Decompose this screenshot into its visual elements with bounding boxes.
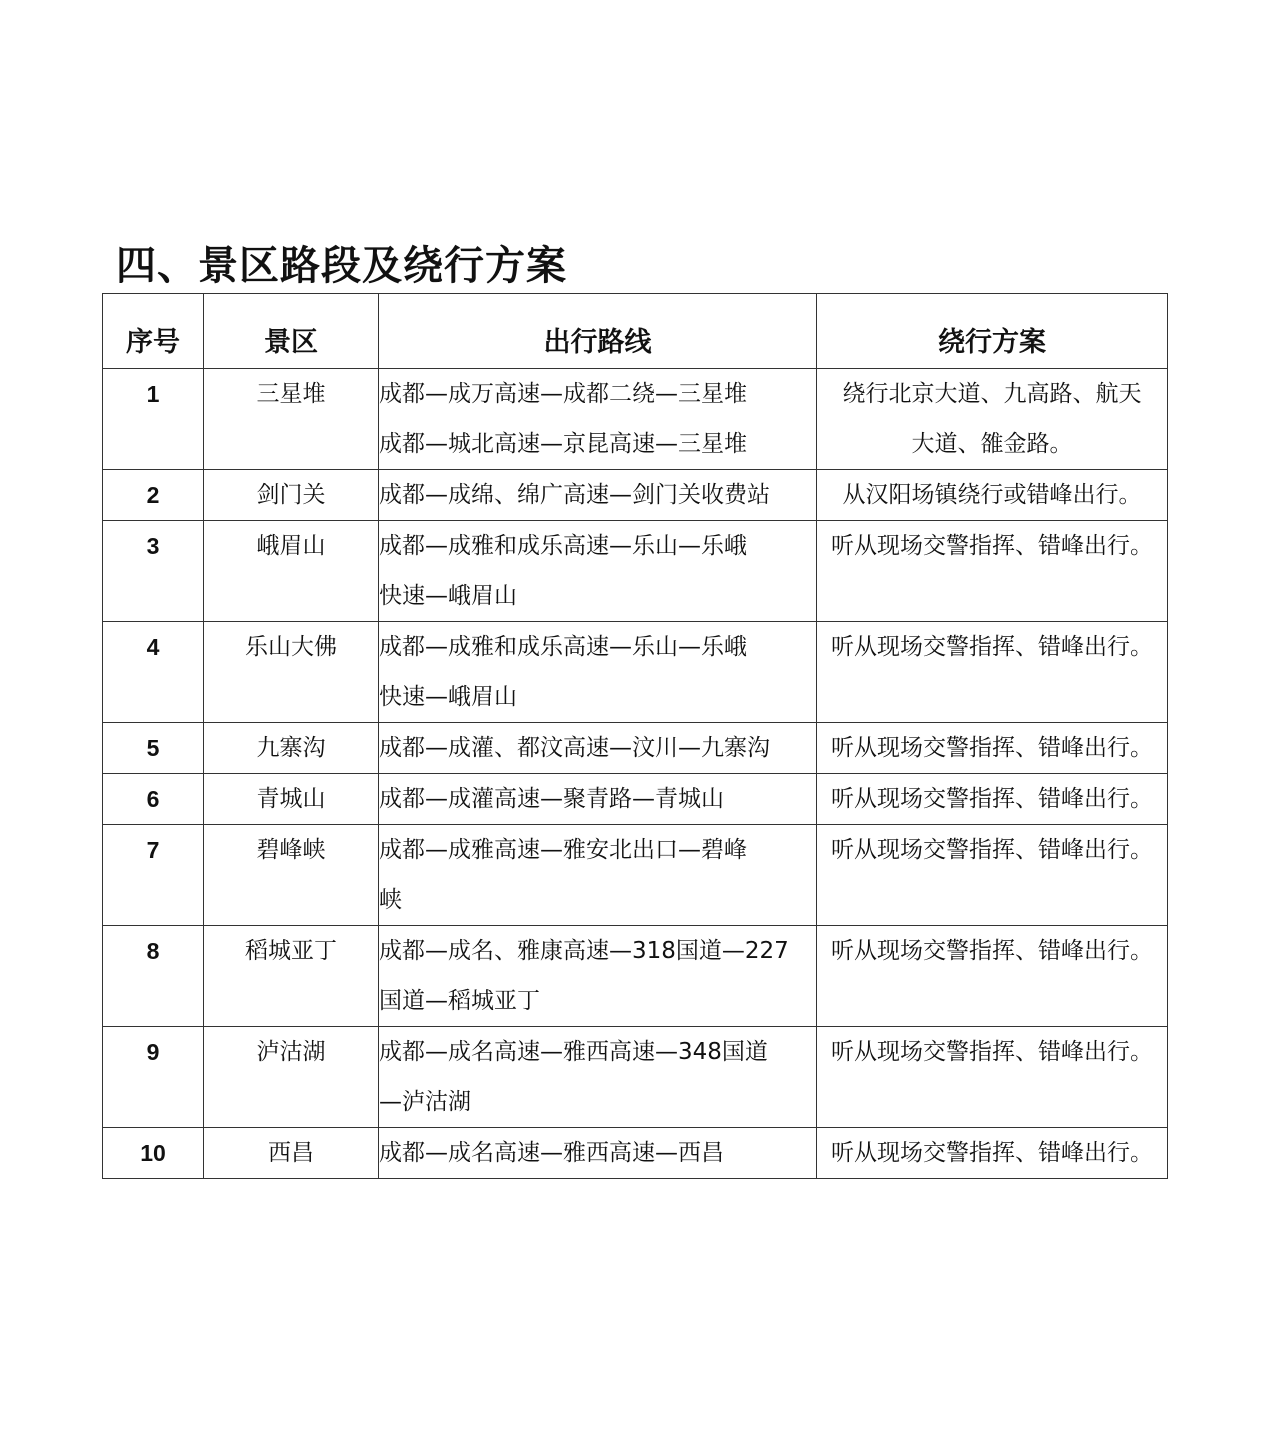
detour-plan-line: 绕行北京大道、九高路、航天 bbox=[842, 381, 1142, 407]
table-row bbox=[103, 825, 1168, 926]
row-number: 7 bbox=[103, 825, 204, 926]
detour-plan-line: 听从现场交警指挥、错峰出行。 bbox=[831, 1140, 1153, 1166]
table-body bbox=[103, 369, 1168, 1179]
detour-plan bbox=[817, 622, 1168, 723]
scenic-area-name: 剑门关 bbox=[204, 470, 379, 521]
header-detour: 绕行方案 bbox=[817, 294, 1168, 369]
travel-route-line: 成都—成灌高速—聚青路—青城山 bbox=[379, 786, 724, 812]
table-row bbox=[103, 1128, 1168, 1179]
scenic-area-name: 稻城亚丁 bbox=[204, 926, 379, 1027]
table-row bbox=[103, 622, 1168, 723]
travel-route-line: 峡 bbox=[379, 887, 402, 913]
travel-route bbox=[379, 521, 817, 622]
row-number: 1 bbox=[103, 369, 204, 470]
detour-plan bbox=[817, 521, 1168, 622]
detour-plan bbox=[817, 774, 1168, 825]
travel-route-line: 成都—成名高速—雅西高速—西昌 bbox=[379, 1140, 724, 1166]
table-row bbox=[103, 1027, 1168, 1128]
scenic-area-name: 碧峰峡 bbox=[204, 825, 379, 926]
table-row bbox=[103, 521, 1168, 622]
row-number: 8 bbox=[103, 926, 204, 1027]
detour-plan-line: 听从现场交警指挥、错峰出行。 bbox=[831, 735, 1153, 761]
header-site: 景区 bbox=[204, 294, 379, 369]
travel-route bbox=[379, 723, 817, 774]
scenic-area-name: 西昌 bbox=[204, 1128, 379, 1179]
header-num: 序号 bbox=[103, 294, 204, 369]
scenic-area-name: 九寨沟 bbox=[204, 723, 379, 774]
travel-route bbox=[379, 825, 817, 926]
detour-plan-line: 听从现场交警指挥、错峰出行。 bbox=[831, 786, 1153, 812]
travel-route-line: 成都—成绵、绵广高速—剑门关收费站 bbox=[379, 482, 770, 508]
detour-plan bbox=[817, 470, 1168, 521]
travel-route-line: 国道—稻城亚丁 bbox=[379, 988, 540, 1014]
travel-route-line: 成都—成雅和成乐高速—乐山—乐峨 bbox=[379, 533, 747, 559]
travel-route-line: —泸沽湖 bbox=[379, 1089, 471, 1115]
travel-route-line: 成都—成雅高速—雅安北出口—碧峰 bbox=[379, 837, 747, 863]
travel-route-line: 快速—峨眉山 bbox=[379, 583, 517, 609]
detour-plan bbox=[817, 825, 1168, 926]
table-row bbox=[103, 774, 1168, 825]
scenic-area-name: 泸沽湖 bbox=[204, 1027, 379, 1128]
row-number: 2 bbox=[103, 470, 204, 521]
travel-route bbox=[379, 774, 817, 825]
table-row bbox=[103, 723, 1168, 774]
scenic-area-name: 三星堆 bbox=[204, 369, 379, 470]
detour-plan-line: 大道、雒金路。 bbox=[911, 431, 1073, 457]
detour-plan-line: 听从现场交警指挥、错峰出行。 bbox=[831, 533, 1153, 559]
detour-plan bbox=[817, 723, 1168, 774]
detour-plan-line: 听从现场交警指挥、错峰出行。 bbox=[831, 634, 1153, 660]
travel-route bbox=[379, 1027, 817, 1128]
travel-route bbox=[379, 470, 817, 521]
row-number: 9 bbox=[103, 1027, 204, 1128]
travel-route bbox=[379, 926, 817, 1027]
header-route: 出行路线 bbox=[379, 294, 817, 369]
travel-route-line: 成都—成雅和成乐高速—乐山—乐峨 bbox=[379, 634, 747, 660]
travel-route-line: 成都—成名高速—雅西高速—348国道 bbox=[379, 1039, 768, 1065]
table-row bbox=[103, 369, 1168, 470]
travel-route-line: 成都—成灌、都汶高速—汶川—九寨沟 bbox=[379, 735, 770, 761]
row-number: 10 bbox=[103, 1128, 204, 1179]
row-number: 4 bbox=[103, 622, 204, 723]
travel-route-line: 成都—城北高速—京昆高速—三星堆 bbox=[379, 431, 747, 457]
table-row bbox=[103, 926, 1168, 1027]
row-number: 3 bbox=[103, 521, 204, 622]
travel-route-line: 成都—成万高速—成都二绕—三星堆 bbox=[379, 381, 747, 407]
page-title: 四、景区路段及绕行方案 bbox=[116, 243, 567, 289]
scenic-area-name: 乐山大佛 bbox=[204, 622, 379, 723]
detour-plan-line: 从汉阳场镇绕行或错峰出行。 bbox=[842, 482, 1142, 508]
detour-plan-line: 听从现场交警指挥、错峰出行。 bbox=[831, 938, 1153, 964]
detour-plan bbox=[817, 1027, 1168, 1128]
detour-plan-line: 听从现场交警指挥、错峰出行。 bbox=[831, 1039, 1153, 1065]
detour-plan bbox=[817, 1128, 1168, 1179]
table-header-row bbox=[103, 294, 1168, 369]
scenic-area-name: 青城山 bbox=[204, 774, 379, 825]
detour-plan-line: 听从现场交警指挥、错峰出行。 bbox=[831, 837, 1153, 863]
detour-plan bbox=[817, 369, 1168, 470]
scenic-area-name: 峨眉山 bbox=[204, 521, 379, 622]
table-row bbox=[103, 470, 1168, 521]
row-number: 5 bbox=[103, 723, 204, 774]
travel-route bbox=[379, 622, 817, 723]
travel-route-line: 成都—成名、雅康高速—318国道—227 bbox=[379, 938, 789, 964]
detour-plan bbox=[817, 926, 1168, 1027]
route-table bbox=[102, 293, 1168, 1179]
travel-route bbox=[379, 1128, 817, 1179]
travel-route-line: 快速—峨眉山 bbox=[379, 684, 517, 710]
travel-route bbox=[379, 369, 817, 470]
row-number: 6 bbox=[103, 774, 204, 825]
